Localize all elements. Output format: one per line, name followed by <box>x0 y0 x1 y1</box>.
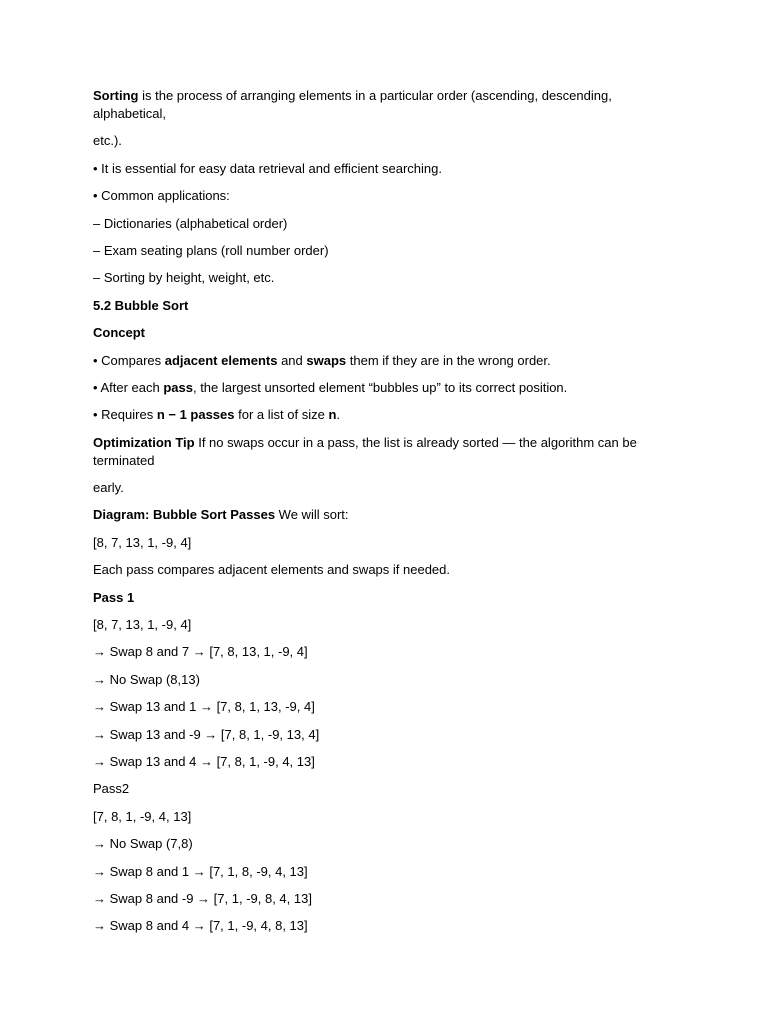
document-page <box>93 87 653 945</box>
pass1-step: → Swap 13 and -9 → [7, 8, 1, -9, 13, 4] <box>93 726 320 742</box>
application-dictionaries: – Dictionaries (alphabetical order) <box>93 215 288 231</box>
text-run: and <box>277 352 307 368</box>
intro-continuation: etc.). <box>93 133 122 149</box>
pass2-step: → No Swap (7,8) <box>93 836 193 852</box>
bold-run: n <box>328 407 337 423</box>
text-run: . <box>336 407 341 423</box>
text-run: • Requires <box>93 407 157 423</box>
bullet-data-retrieval: • It is essential for easy data retrieval and efficient searching. <box>93 160 442 176</box>
pass1-heading: Pass 1 <box>93 589 135 605</box>
section-heading: 5.2 Bubble Sort <box>93 297 189 313</box>
bold-run: pass <box>163 379 193 395</box>
bullet-common-applications: • Common applications: <box>93 188 230 204</box>
tip-label: Optimization Tip <box>93 434 195 450</box>
text-run: them if they are in the wrong order. <box>346 352 551 368</box>
text-run: • After each <box>93 379 164 395</box>
application-exam-seating: – Exam seating plans (roll number order) <box>93 242 329 258</box>
intro-paragraph <box>93 87 653 123</box>
concept-bullet-pass <box>93 379 653 397</box>
pass1-step: → No Swap (8,13) <box>93 671 200 687</box>
pass2-start: [7, 8, 1, -9, 4, 13] <box>93 808 192 824</box>
diagram-note: Each pass compares adjacent elements and swaps if needed. <box>93 562 450 578</box>
concept-bullet-compares <box>93 352 653 370</box>
application-sorting-height: – Sorting by height, weight, etc. <box>93 270 275 286</box>
pass2-step: → Swap 8 and 4 → [7, 1, -9, 4, 8, 13] <box>93 918 308 934</box>
bold-run: adjacent elements <box>164 352 278 368</box>
diagram-intro <box>93 506 653 524</box>
diagram-label: Diagram: Bubble Sort Passes <box>93 507 276 523</box>
pass1-step: → Swap 13 and 1 → [7, 8, 1, 13, -9, 4] <box>93 699 315 715</box>
tip-text: If no swaps occur in a pass, the list is already sorted — the algorithm can be terminated <box>93 434 637 468</box>
concept-heading: Concept <box>93 325 145 341</box>
pass2-step: → Swap 8 and 1 → [7, 1, 8, -9, 4, 13] <box>93 863 308 879</box>
pass2-heading: Pass2 <box>93 781 130 797</box>
pass1-step: → Swap 8 and 7 → [7, 8, 13, 1, -9, 4] <box>93 644 308 660</box>
pass1-start: [8, 7, 13, 1, -9, 4] <box>93 617 192 633</box>
diagram-text: We will sort: <box>275 507 349 523</box>
text-run: for a list of size <box>234 407 329 423</box>
pass1-step: → Swap 13 and 4 → [7, 8, 1, -9, 4, 13] <box>93 753 315 769</box>
text-run: , the largest unsorted element “bubbles up” to its correct position. <box>192 379 568 395</box>
concept-bullet-requires <box>93 406 653 424</box>
bold-run: n − 1 passes <box>156 407 235 423</box>
text-run: • Compares <box>93 352 165 368</box>
pass2-step: → Swap 8 and -9 → [7, 1, -9, 8, 4, 13] <box>93 890 312 906</box>
tip-continuation: early. <box>93 480 124 496</box>
diagram-array: [8, 7, 13, 1, -9, 4] <box>93 534 192 550</box>
bold-run: swaps <box>306 352 347 368</box>
intro-term: Sorting <box>93 88 139 103</box>
intro-text: is the process of arranging elements in a particular order (ascending, descending, alphabetical, <box>93 88 612 121</box>
optimization-tip <box>93 434 653 470</box>
